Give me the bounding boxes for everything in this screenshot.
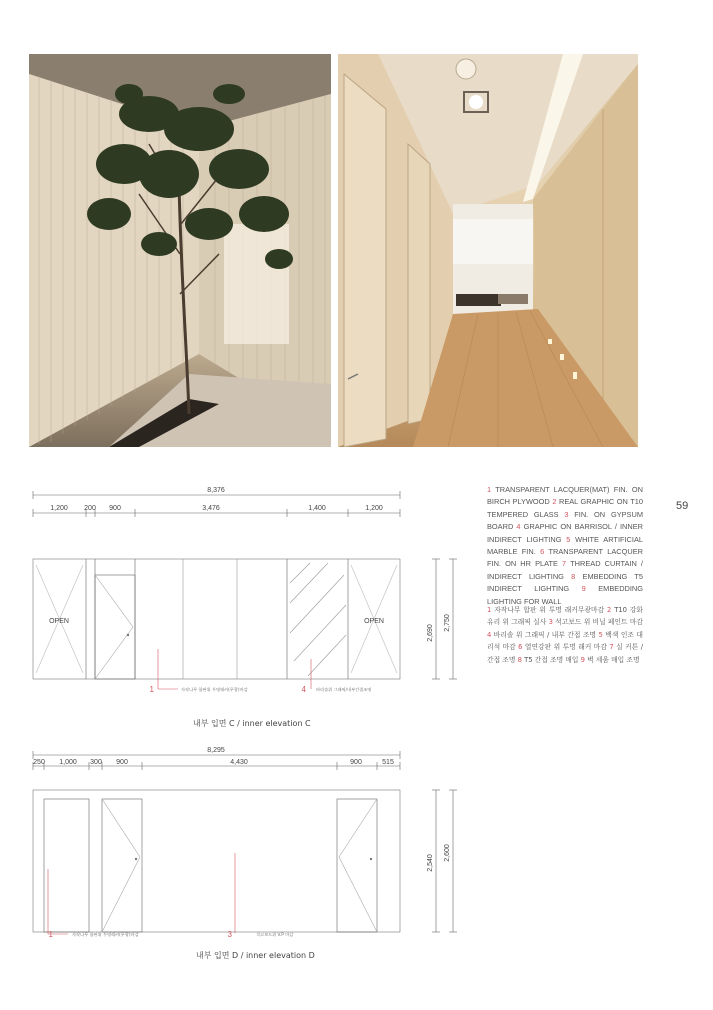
legend-number: 6 (540, 547, 545, 557)
elev-d-dim: 515 (382, 759, 394, 766)
legend-number: 3 (548, 618, 553, 627)
legend-text: 백색 인조 대리석 마감 (487, 630, 643, 652)
legend-number: 1 (487, 606, 492, 614)
legend-text: 열연강판 위 투명 래커 마감 (522, 643, 610, 652)
open-label-left: OPEN (49, 618, 69, 625)
legend-text: T5 간접 조명 매입 (521, 655, 581, 664)
photo-corridor (338, 54, 638, 447)
legend-text: T10 강화 유리 위 그래픽 실사 (487, 606, 643, 627)
elev-d-dim: 900 (350, 759, 362, 766)
elevation-c-drawing (28, 483, 468, 693)
legend-text: 실 커튼 / 간접 조명 (487, 643, 643, 664)
elev-c-height-dim: 2,690 (427, 624, 434, 642)
elev-d-dim: 300 (90, 759, 102, 766)
legend-number: 6 (518, 643, 523, 652)
legend-text: GRAPHIC ON BARRISOL / INNER INDIRECT LIGHTING (487, 522, 643, 544)
callout-number: 1 (48, 930, 53, 939)
elev-c-total-dim: 8,376 (207, 487, 225, 494)
callout-number: 3 (227, 930, 232, 939)
elev-c-dim: 900 (109, 505, 121, 512)
elev-d-dim: 250 (33, 759, 45, 766)
legend-number: 4 (487, 630, 492, 639)
elev-d-total-dim: 8,295 (207, 747, 225, 754)
legend-text: TRANSPARENT LACQUER FIN. ON HR PLATE (487, 547, 643, 569)
legend-number: 4 (516, 522, 521, 532)
elev-c-height-dim: 2,750 (444, 614, 451, 632)
elev-c-dim: 1,200 (50, 505, 68, 512)
legend-number: 1 (487, 485, 492, 494)
elevation-d-drawing (28, 741, 468, 941)
legend-text: 석고보드 위 비닐 페인트 마감 (552, 618, 644, 627)
legend-text: EMBEDDING LIGHTING FOR WALL (487, 584, 644, 606)
elev-d-height-dim: 2,540 (427, 854, 434, 872)
elev-c-dim: 1,400 (308, 505, 326, 512)
legend-text: EMBEDDING T5 INDIRECT LIGHTING (487, 571, 644, 594)
legend-number: 8 (571, 571, 576, 581)
legend-number: 7 (562, 559, 567, 569)
legend-text: WHITE ARTIFICIAL MARBLE FIN. (487, 534, 643, 557)
callout-text: 자작나무 합판위 투명래커(무광)마감 (181, 687, 248, 692)
legend-number: 5 (598, 630, 603, 639)
legend-number: 9 (581, 584, 586, 594)
legend-text: 벽 세움 매입 조명 (584, 655, 640, 664)
callout-text: 자작나무 합판위 투명래커(무광)마감 (72, 932, 139, 937)
callout-number: 4 (301, 685, 306, 693)
elev-d-dim: 900 (116, 759, 128, 766)
elev-d-height-dim: 2,600 (444, 844, 451, 862)
elev-d-dim: 4,430 (230, 759, 248, 766)
elevation-d-caption: 내부 입면 D / inner elevation D (196, 951, 315, 960)
legend-text: TRANSPARENT LACQUER(MAT) FIN. ON BIRCH PLYWOOD (487, 485, 643, 507)
legend-number: 9 (580, 655, 585, 664)
elev-c-dim: 1,200 (365, 505, 383, 512)
legend-number: 5 (566, 534, 571, 544)
elev-d-dim: 1,000 (59, 759, 77, 766)
legend-text: 자작나무 합판 위 투명 래커무광마감 (491, 606, 607, 614)
legend-number: 8 (517, 655, 522, 664)
open-label-right: OPEN (364, 618, 384, 625)
legend-number: 3 (564, 509, 569, 519)
callout-number: 1 (149, 685, 154, 693)
elev-c-dim: 3,476 (202, 505, 220, 512)
elevation-c-caption: 내부 입면 C / inner elevation C (193, 719, 311, 728)
elev-c-dim: 200 (84, 505, 96, 512)
legend-english (487, 484, 643, 608)
legend-number: 2 (552, 497, 557, 507)
photo-interior-tree (29, 54, 331, 447)
callout-text: 바리솔위 그래픽/내부간접조명 (316, 687, 372, 692)
legend-korean (487, 604, 643, 666)
callout-text: 석고보드위 V.P 마감 (256, 932, 294, 937)
legend-number: 7 (609, 643, 614, 652)
legend-text: THREAD CURTAIN / INDIRECT LIGHTING (487, 559, 643, 581)
legend-text: REAL GRAPHIC ON T10 TEMPERED GLASS (487, 497, 643, 519)
legend-number: 2 (607, 606, 612, 614)
legend-text: FIN. ON GYPSUM BOARD (487, 509, 643, 532)
legend-text: 바리솔 위 그래픽 / 내부 간접 조명 (491, 630, 599, 639)
page-number: 59 (676, 500, 689, 512)
